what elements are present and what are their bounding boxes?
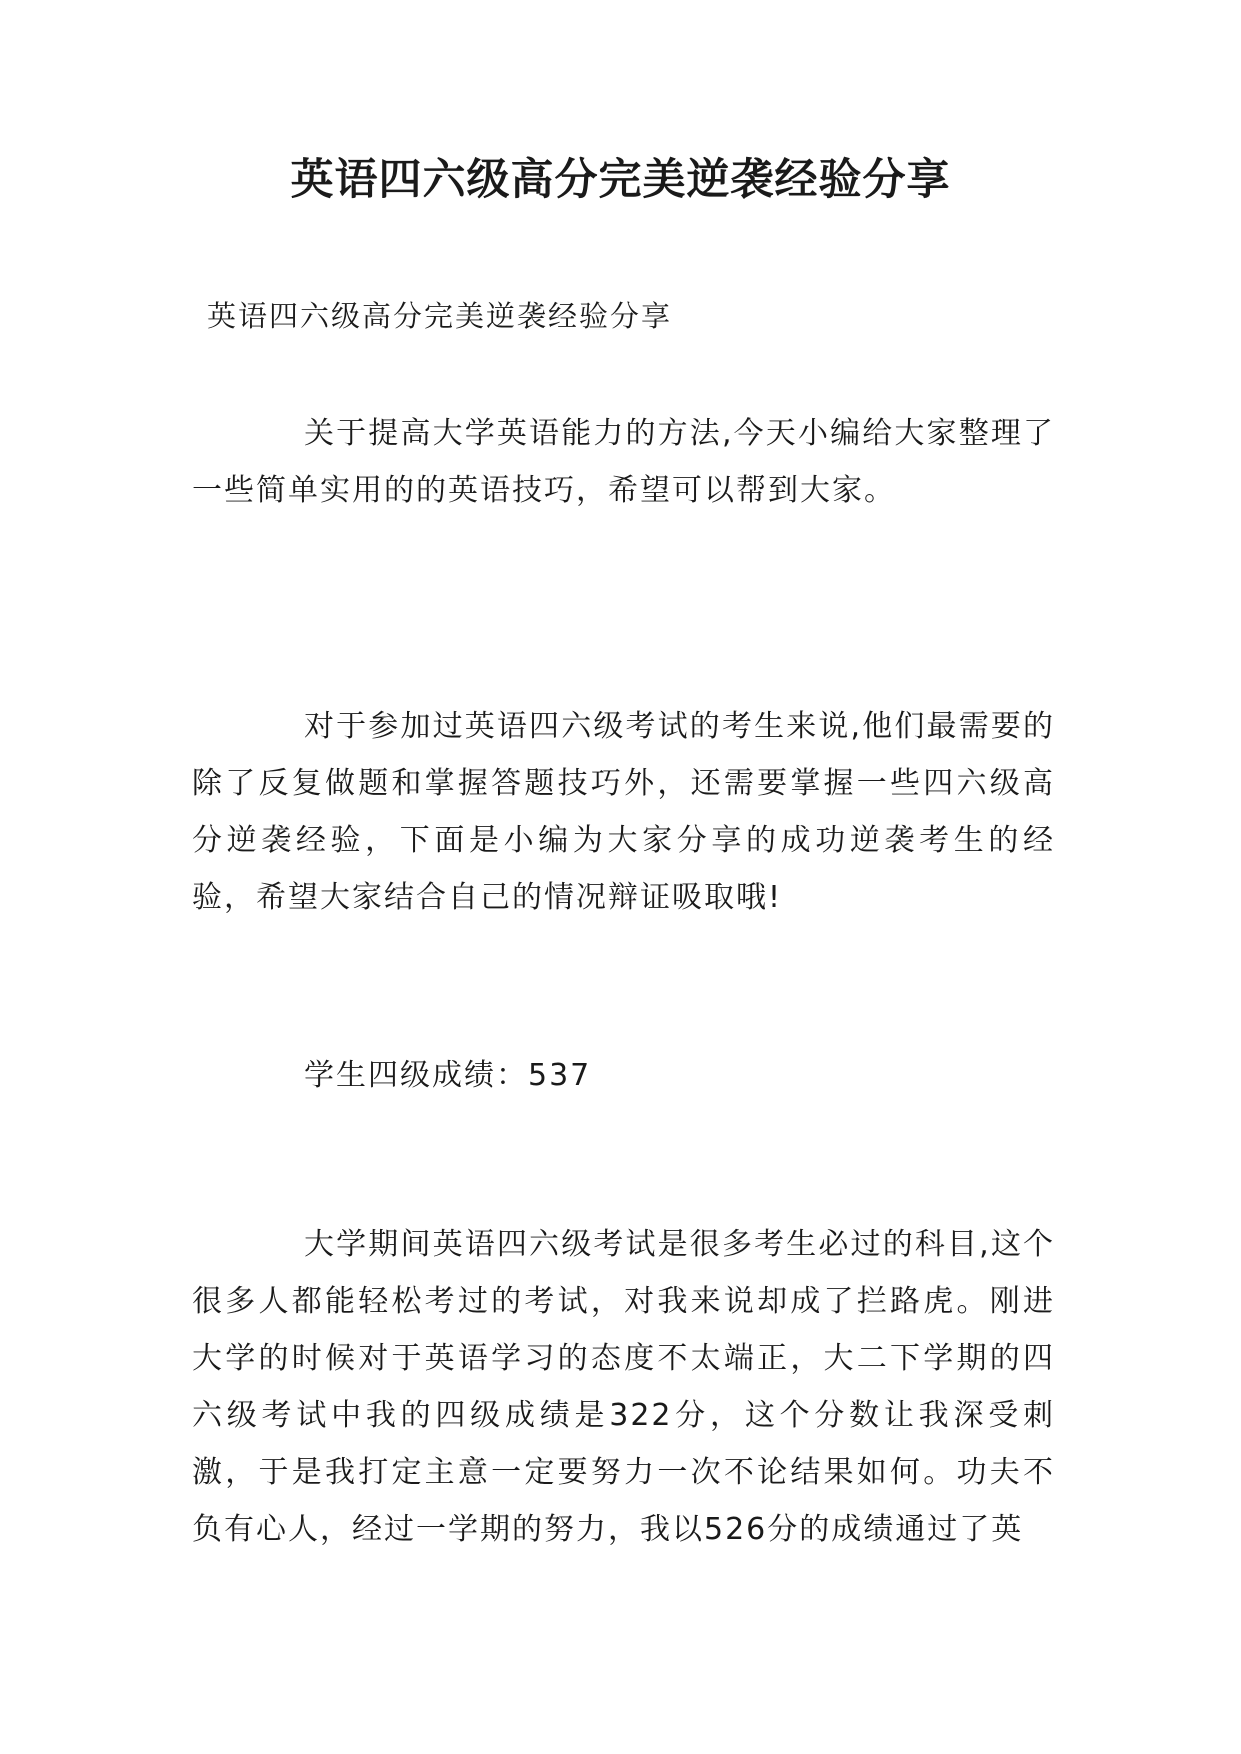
paragraph-score: 学生四级成绩：537 — [304, 1058, 592, 1093]
paragraph-overview: 对于参加过英语四六级考试的考生来说,他们最需要的除了反复做题和掌握答题技巧外，还需要掌握一些四六级高分逆袭经验，下面是小编为大家分享的成功逆袭考生的经验，希望大家结合自己的情况辩证吸取哦! — [192, 709, 1055, 915]
paragraph-intro: 关于提高大学英语能力的方法,今天小编给大家整理了一些简单实用的的英语技巧，希望可以帮到大家。 — [192, 416, 1055, 508]
document-title: 英语四六级高分完美逆袭经验分享 — [290, 155, 951, 205]
paragraph-story: 大学期间英语四六级考试是很多考生必过的科目,这个很多人都能轻松考过的考试，对我来说却成了拦路虎。刚进大学的时候对于英语学习的态度不太端正，大二下学期的四六级考试中我的四级成绩是322分，这个分数让我深受刺激，于是我打定主意一定要努力一次不论结果如何。功夫不负有心人，经过一学期的努力，我以526分的成绩通过了英 — [192, 1227, 1055, 1547]
document-subtitle: 英语四六级高分完美逆袭经验分享 — [207, 299, 673, 333]
